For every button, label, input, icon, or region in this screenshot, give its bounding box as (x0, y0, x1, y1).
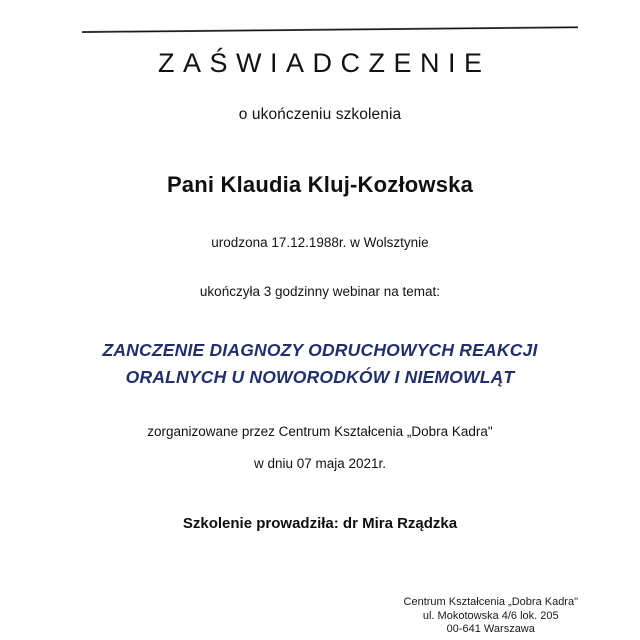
instructor-info: Szkolenie prowadziła: dr Mira Rządzka (182, 515, 458, 532)
footer-organization: Centrum Kształcenia „Dobra Kadra" (403, 596, 578, 608)
organizer-statement: zorganizowane przez Centrum Kształcenia „Dobra Kadra" (147, 424, 493, 439)
course-title-line-1: ZANCZENIE DIAGNOZY ODRUCHOWYCH REAKCJI (102, 340, 538, 360)
footer-city: 00-641 Warszawa (446, 623, 535, 635)
course-title-line-2: ORALNYCH U NOWORODKÓW I NIEMOWLĄT (125, 367, 515, 387)
document-subtitle: o ukończeniu szkolenia (238, 106, 402, 123)
footer-address-block (404, 596, 578, 637)
recipient-birth-info: urodzona 17.12.1988r. w Wolsztynie (211, 235, 429, 250)
completion-statement: ukończyła 3 godzinny webinar na temat: (199, 284, 441, 299)
footer-street: ul. Mokotowska 4/6 lok. 205 (422, 609, 559, 622)
event-date: w dniu 07 maja 2021r. (253, 456, 387, 471)
scan-edge-line (82, 26, 578, 33)
recipient-name: Pani Klaudia Kluj-Kozłowska (166, 172, 474, 197)
page-title: ZAŚWIADCZENIE (157, 48, 491, 78)
